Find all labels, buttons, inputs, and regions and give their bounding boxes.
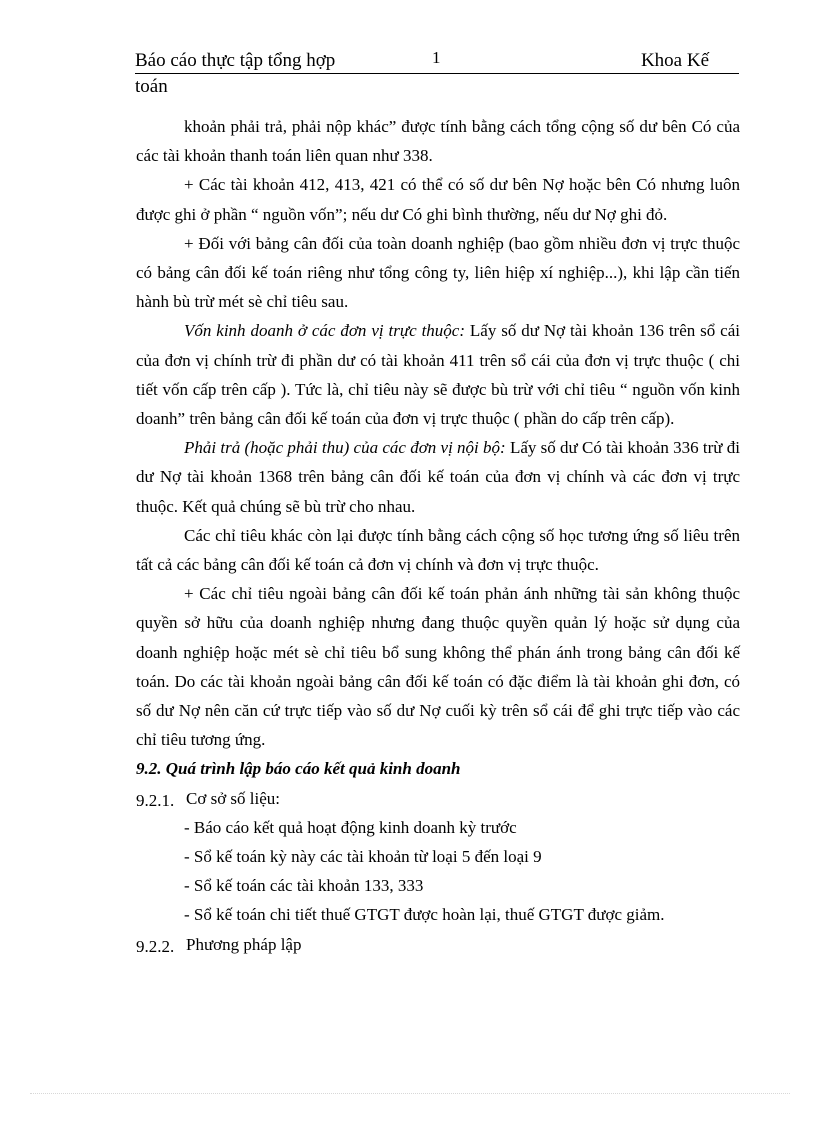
subsection-number: 9.2.1. xyxy=(136,790,175,810)
subsection-heading xyxy=(136,930,740,959)
paragraph: khoản phải trả, phải nộp khác” được tính bằng cách tổng cộng số dư bên Có của các tài khoản thanh toán liên quan như 338. xyxy=(136,117,740,166)
subsection-title: Cơ sở số liệu: xyxy=(186,788,281,808)
list-item: - Sổ kế toán kỳ này các tài khoản từ loại 5 đến loại 9 xyxy=(184,847,542,867)
page-number: 1 xyxy=(432,48,441,67)
section-heading: 9.2. Quá trình lập báo cáo kết quả kinh doanh xyxy=(136,759,461,779)
paragraph: + Đối với bảng cân đối của toàn doanh nghiệp (bao gồm nhiều đơn vị trực thuộc có bảng cân đối kế toán riêng như tổng công ty, liên hiệp xí nghiệp...), khi lập cần tiến hành bù trừ mét sè chỉ tiêu sau. xyxy=(136,233,740,312)
header-rule xyxy=(135,73,739,74)
subsection-heading xyxy=(136,784,740,813)
paragraph-text: Lấy số dư Có tài khoản 336 trừ đi dư Nợ tài khoản 1368 trên bảng cân đối kế toán của đơn vị chính và các đơn vị trực thuộc. Kết quả chúng sẽ bù trừ cho nhau. xyxy=(136,438,740,516)
paragraph: Các chỉ tiêu khác còn lại được tính bằng cách cộng số học tương ứng số liêu trên tất cả các bảng cân đối kế toán cả đơn vị chính và đơn vị trực thuộc. xyxy=(136,525,740,575)
subsection-number: 9.2.2. xyxy=(136,936,175,956)
list-item: - Báo cáo kết quả hoạt động kinh doanh kỳ trước xyxy=(184,817,517,837)
page-bottom-rule xyxy=(30,1093,790,1094)
paragraph xyxy=(136,433,740,521)
paragraph: + Các tài khoản 412, 413, 421 có thể có số dư bên Nợ hoặc bên Có nhưng luôn được ghi ở phần “ nguồn vốn”; nếu dư Có ghi bình thường, nếu dư Nợ ghi đỏ. xyxy=(136,175,740,224)
document-body xyxy=(136,112,740,959)
paragraph-lead: Phải trả (hoặc phải thu) của các đơn vị nội bộ: xyxy=(184,438,506,458)
page-header xyxy=(135,50,739,76)
paragraph xyxy=(136,316,740,433)
header-title: Báo cáo thực tập tổng hợp xyxy=(135,50,336,71)
paragraph-text: Lấy số dư Nợ tài khoản 136 trên sổ cái của đơn vị chính trừ đi phần dư có tài khoản 411 trên sổ cái của đơn vị trực thuộc ( chi tiết vốn cấp trên cấp ). Tức là, chỉ tiêu này sẽ được bù trừ với chỉ tiêu “ nguồn vốn kinh doanh” trên bảng cân đối kế toán của đơn vị trực thuộc ( phần do cấp trên cấp). xyxy=(136,321,740,429)
paragraph-lead: Vốn kinh doanh ở các đơn vị trực thuộc: xyxy=(184,321,465,341)
list-item: - Sổ kế toán các tài khoản 133, 333 xyxy=(184,876,424,896)
header-department-continuation: toán xyxy=(135,76,168,97)
subsection-title: Phương pháp lập xyxy=(186,934,302,954)
header-department: Khoa Kế xyxy=(640,50,709,71)
paragraph: + Các chỉ tiêu ngoài bảng cân đối kế toán phản ánh những tài sản không thuộc quyền sở hữu của doanh nghiệp nhưng đang thuộc quyền quản lý hoặc sử dụng của doanh nghiệp hoặc mét sè chỉ tiêu bổ sung không thể phán ánh trong bảng cân đối kế toán. Do các tài khoản ngoài bảng cân đối kế toán có đặc điểm là tài khoản ghi đơn, có số dư Nợ nên căn cứ trực tiếp vào số dư Nợ cuối kỳ trên sổ cái để ghi trực tiếp vào các chỉ tiêu tương ứng. xyxy=(136,584,740,750)
list-item: - Sổ kế toán chi tiết thuế GTGT được hoàn lại, thuế GTGT được giảm. xyxy=(184,905,665,925)
